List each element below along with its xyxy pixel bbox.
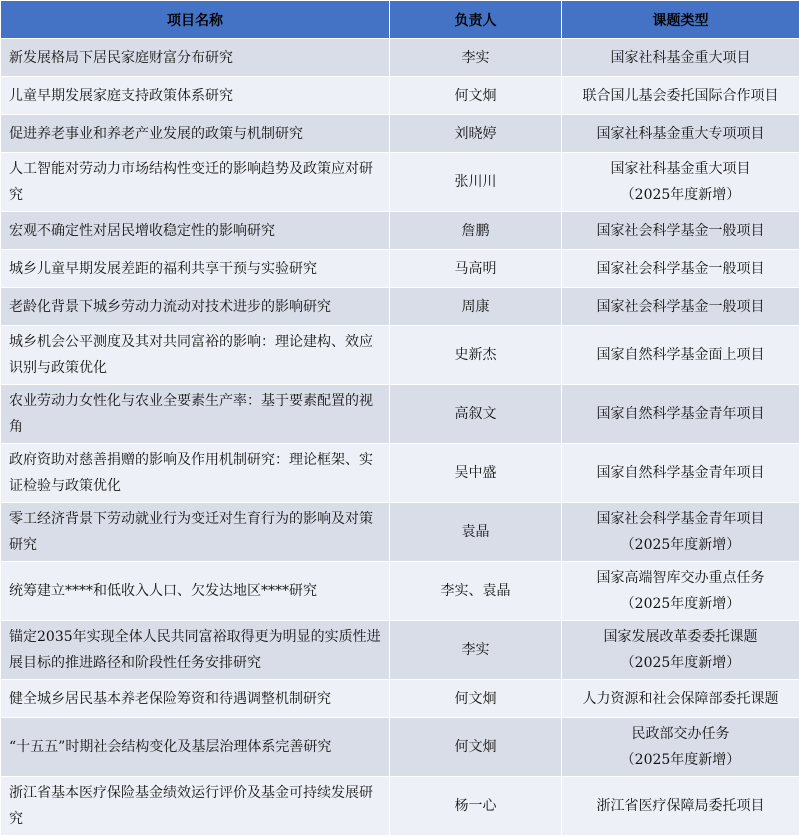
project-type-label: 国家社科基金重大项目	[570, 156, 791, 182]
table-row	[1, 503, 799, 562]
project-type-label: 国家社会科学基金一般项目	[570, 294, 791, 320]
project-type-label: 国家自然科学基金青年项目	[570, 401, 791, 427]
project-name-cell: 浙江省基本医疗保险基金绩效运行评价及基金可持续发展研究	[1, 777, 390, 836]
table-row	[1, 115, 799, 153]
table-row	[1, 250, 799, 288]
project-type-cell	[562, 621, 799, 680]
table-row	[1, 77, 799, 115]
project-type-label: 人力资源和社会保障部委托课题	[570, 686, 791, 712]
project-type-label: 国家社科基金重大专项项目	[570, 121, 791, 147]
person-in-charge-cell: 李实	[390, 39, 562, 77]
person-in-charge-cell: 李实	[390, 621, 562, 680]
table-header-row	[1, 1, 799, 39]
table-row	[1, 288, 799, 326]
project-type-cell	[562, 718, 799, 777]
project-type-label: 国家社会科学基金青年项目	[570, 506, 791, 532]
project-type-label: 国家社科基金重大项目	[570, 45, 791, 71]
project-type-note: （2025年度新增）	[570, 747, 791, 773]
project-type-label: 国家社会科学基金一般项目	[570, 256, 791, 282]
project-type-label: 国家自然科学基金青年项目	[570, 460, 791, 486]
table-row	[1, 680, 799, 718]
table-row	[1, 326, 799, 385]
project-type-label: 民政部交办任务	[570, 721, 791, 747]
person-in-charge-cell: 李实、袁晶	[390, 562, 562, 621]
project-name-cell: 零工经济背景下劳动就业行为变迁对生育行为的影响及对策研究	[1, 503, 390, 562]
table-row	[1, 444, 799, 503]
project-name-cell: 老龄化背景下城乡劳动力流动对技术进步的影响研究	[1, 288, 390, 326]
project-type-cell	[562, 680, 799, 718]
project-type-cell	[562, 153, 799, 212]
project-name-cell: 儿童早期发展家庭支持政策体系研究	[1, 77, 390, 115]
project-type-cell	[562, 288, 799, 326]
project-name-cell: 宏观不确定性对居民增收稳定性的影响研究	[1, 212, 390, 250]
project-name-cell: 政府资助对慈善捐赠的影响及作用机制研究：理论框架、实证检验与政策优化	[1, 444, 390, 503]
project-type-cell	[562, 77, 799, 115]
header-project-name: 项目名称	[1, 1, 390, 39]
project-name-cell: 城乡机会公平测度及其对共同富裕的影响：理论建构、效应识别与政策优化	[1, 326, 390, 385]
person-in-charge-cell: 刘晓婷	[390, 115, 562, 153]
project-type-label: 国家发展改革委委托课题	[570, 624, 791, 650]
person-in-charge-cell: 高叙文	[390, 385, 562, 444]
project-name-cell: 健全城乡居民基本养老保险筹资和待遇调整机制研究	[1, 680, 390, 718]
project-name-cell: 城乡儿童早期发展差距的福利共享干预与实验研究	[1, 250, 390, 288]
project-name-cell: 锚定2035年实现全体人民共同富裕取得更为明显的实质性进展目标的推进路径和阶段性任务安排研究	[1, 621, 390, 680]
project-type-cell	[562, 777, 799, 836]
project-type-note: （2025年度新增）	[570, 182, 791, 208]
project-type-label: 国家自然科学基金面上项目	[570, 342, 791, 368]
project-type-cell	[562, 503, 799, 562]
table-row	[1, 385, 799, 444]
person-in-charge-cell: 吴中盛	[390, 444, 562, 503]
table-row	[1, 39, 799, 77]
project-type-cell	[562, 385, 799, 444]
table-row	[1, 562, 799, 621]
project-type-note: （2025年度新增）	[570, 532, 791, 558]
person-in-charge-cell: 史新杰	[390, 326, 562, 385]
person-in-charge-cell: 张川川	[390, 153, 562, 212]
project-name-cell: 新发展格局下居民家庭财富分布研究	[1, 39, 390, 77]
project-name-cell: 促进养老事业和养老产业发展的政策与机制研究	[1, 115, 390, 153]
person-in-charge-cell: 马高明	[390, 250, 562, 288]
person-in-charge-cell: 詹鹏	[390, 212, 562, 250]
project-type-cell	[562, 250, 799, 288]
project-type-cell	[562, 444, 799, 503]
table-row	[1, 153, 799, 212]
project-name-cell: 农业劳动力女性化与农业全要素生产率：基于要素配置的视角	[1, 385, 390, 444]
project-type-label: 联合国儿基会委托国际合作项目	[570, 83, 791, 109]
person-in-charge-cell: 杨一心	[390, 777, 562, 836]
person-in-charge-cell: 周康	[390, 288, 562, 326]
project-type-cell	[562, 115, 799, 153]
person-in-charge-cell: 何文炯	[390, 718, 562, 777]
person-in-charge-cell: 何文炯	[390, 77, 562, 115]
project-type-label: 浙江省医疗保障局委托项目	[570, 793, 791, 819]
table-row	[1, 777, 799, 836]
header-project-type: 课题类型	[562, 1, 799, 39]
project-type-cell	[562, 326, 799, 385]
table-row	[1, 718, 799, 777]
table-row	[1, 212, 799, 250]
header-person-in-charge: 负责人	[390, 1, 562, 39]
project-name-cell: 人工智能对劳动力市场结构性变迁的影响趋势及政策应对研究	[1, 153, 390, 212]
person-in-charge-cell: 袁晶	[390, 503, 562, 562]
project-type-label: 国家社会科学基金一般项目	[570, 218, 791, 244]
project-type-note: （2025年度新增）	[570, 591, 791, 617]
project-type-cell	[562, 39, 799, 77]
project-type-note: （2025年度新增）	[570, 650, 791, 676]
project-type-cell	[562, 212, 799, 250]
person-in-charge-cell: 何文炯	[390, 680, 562, 718]
table-row	[1, 621, 799, 680]
project-type-cell	[562, 562, 799, 621]
project-name-cell: 统筹建立****和低收入人口、欠发达地区****研究	[1, 562, 390, 621]
project-type-label: 国家高端智库交办重点任务	[570, 565, 791, 591]
project-name-cell: “十五五”时期社会结构变化及基层治理体系完善研究	[1, 718, 390, 777]
